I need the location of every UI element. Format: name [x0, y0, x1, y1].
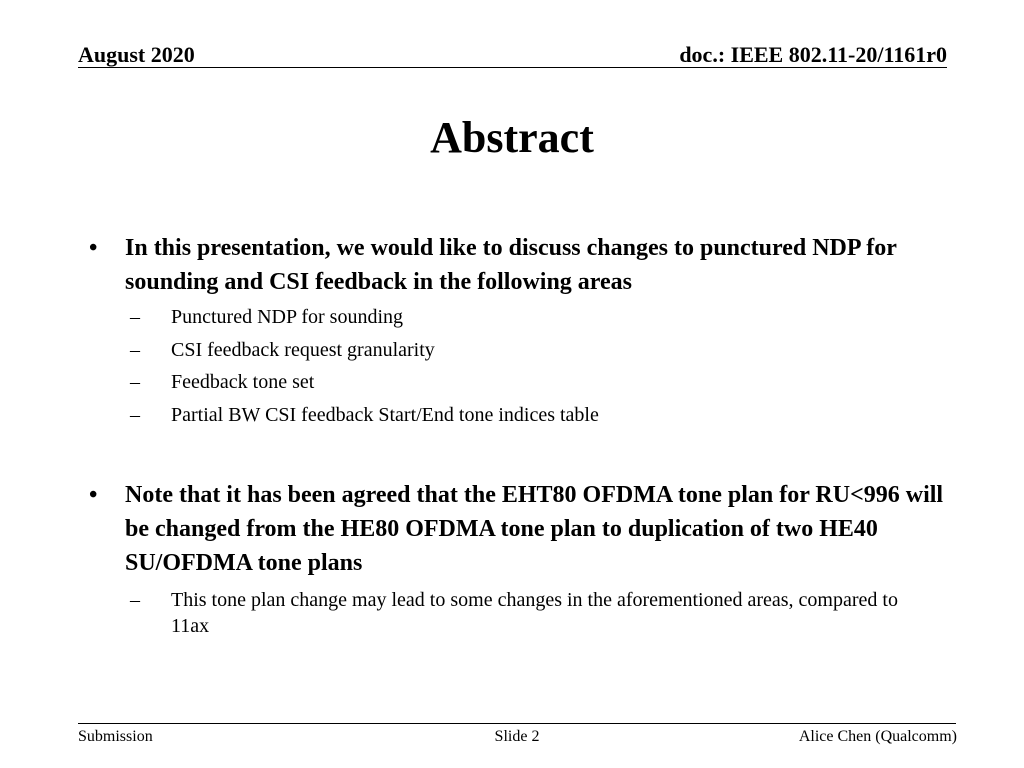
slide-title: Abstract: [430, 113, 594, 162]
sub-bullet-marker: –: [130, 589, 140, 611]
sub-bullet-marker: –: [130, 404, 140, 426]
header-rule: [78, 67, 947, 68]
footer-slide-number: Slide 2: [494, 728, 540, 745]
footer-submission: Submission: [78, 728, 153, 745]
sub-bullet-text: CSI feedback request granularity: [171, 339, 435, 361]
sub-bullet-marker: –: [130, 306, 140, 328]
bullet-text-presentation-scope: In this presentation, we would like to discuss changes to punctured NDP for sounding and CSI feedback in the following areas: [125, 235, 897, 295]
bullet-marker: •: [89, 235, 98, 261]
sub-bullet-text: Feedback tone set: [171, 371, 315, 393]
header-date: August 2020: [78, 42, 195, 67]
sub-bullet-marker: –: [130, 371, 140, 393]
bullet-marker: •: [89, 482, 98, 508]
sub-bullet-text: Punctured NDP for sounding: [171, 306, 404, 328]
bullet-text-tone-plan-note: Note that it has been agreed that the EHT80 OFDMA tone plan for RU<996 will be changed from the HE80 OFDMA tone plan to duplication of two HE40 SU/OFDMA tone plans: [125, 482, 944, 576]
header-doc-id: doc.: IEEE 802.11-20/1161r0: [679, 42, 947, 67]
footer-author: Alice Chen (Qualcomm): [798, 728, 957, 745]
sub-bullet-text: Partial BW CSI feedback Start/End tone indices table: [171, 404, 599, 426]
sub-bullet-marker: –: [130, 339, 140, 361]
footer-rule: [78, 723, 956, 724]
sub-bullet-text: This tone plan change may lead to some changes in the aforementioned areas, compared to 11ax: [171, 589, 898, 637]
